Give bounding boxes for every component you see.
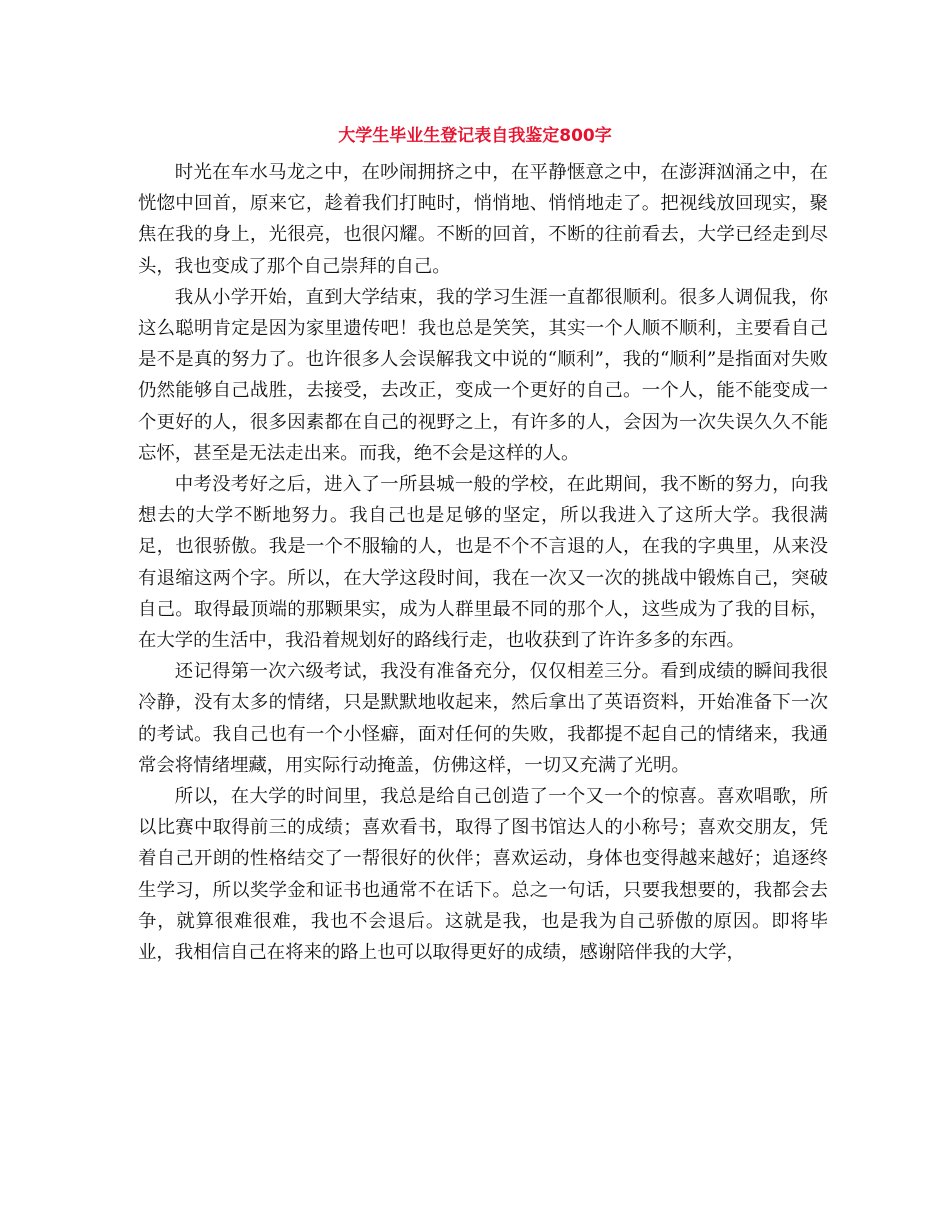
- paragraph-4: 还记得第一次六级考试，我没有准备充分，仅仅相差三分。看到成绩的瞬间我很冷静，没有太多的情绪，只是默默地收起来，然后拿出了英语资料，开始准备下一次的考试。我自己也有一个小怪癖，面对任何的失败，我都提不起自己的情绪来，我通常会将情绪埋藏，用实际行动掩盖，仿佛这样，一切又充满了光明。: [138, 661, 828, 776]
- document-title: 大学生毕业生登记表自我鉴定800字: [338, 126, 612, 146]
- paragraph-2: 我从小学开始，直到大学结束，我的学习生涯一直都很顺利。很多人调侃我，你这么聪明肯定是因为家里遗传吧！我也总是笑笑，其实一个人顺不顺利，主要看自己是不是真的努力了。也许很多人会误解我文中说的“顺利”，我的“顺利”是指面对失败仍然能够自己战胜，去接受，去改正，变成一个更好的自己。一个人，能不能变成一个更好的人，很多因素都在自己的视野之上，有许多的人，会因为一次失误久久不能忘怀，甚至是无法走出来。而我，绝不会是这样的人。: [138, 286, 828, 464]
- document-body: [138, 157, 828, 968]
- paragraph-3: 中考没考好之后，进入了一所县城一般的学校，在此期间，我不断的努力，向我想去的大学不断地努力。我自己也是足够的坚定，所以我进入了这所大学。我很满足，也很骄傲。我是一个不服输的人，也是不个不言退的人，在我的字典里，从来没有退缩这两个字。所以，在大学这段时间，我在一次又一次的挑战中锻炼自己，突破自己。取得最顶端的那颗果实，成为人群里最不同的那个人，这些成为了我的目标，在大学的生活中，我沿着规划好的路线行走，也收获到了许许多多的东西。: [138, 474, 828, 652]
- paragraph-1: 时光在车水马龙之中，在吵闹拥挤之中，在平静惬意之中，在澎湃汹涌之中，在恍惚中回首，原来它，趁着我们打盹时，悄悄地、悄悄地走了。把视线放回现实，聚焦在我的身上，光很亮，也很闪耀。不断的回首，不断的往前看去，大学已经走到尽头，我也变成了那个自己崇拜的自己。: [138, 162, 828, 277]
- paragraph-5: 所以，在大学的时间里，我总是给自己创造了一个又一个的惊喜。喜欢唱歌，所以比赛中取得前三的成绩；喜欢看书，取得了图书馆达人的小称号；喜欢交朋友，凭着自己开朗的性格结交了一帮很好的伙伴；喜欢运动，身体也变得越来越好；追逐终生学习，所以奖学金和证书也通常不在话下。总之一句话，只要我想要的，我都会去争，就算很难很难，我也不会退后。这就是我，也是我为自己骄傲的原因。即将毕业，我相信自己在将来的路上也可以取得更好的成绩，感谢陪伴我的大学，: [138, 786, 828, 964]
